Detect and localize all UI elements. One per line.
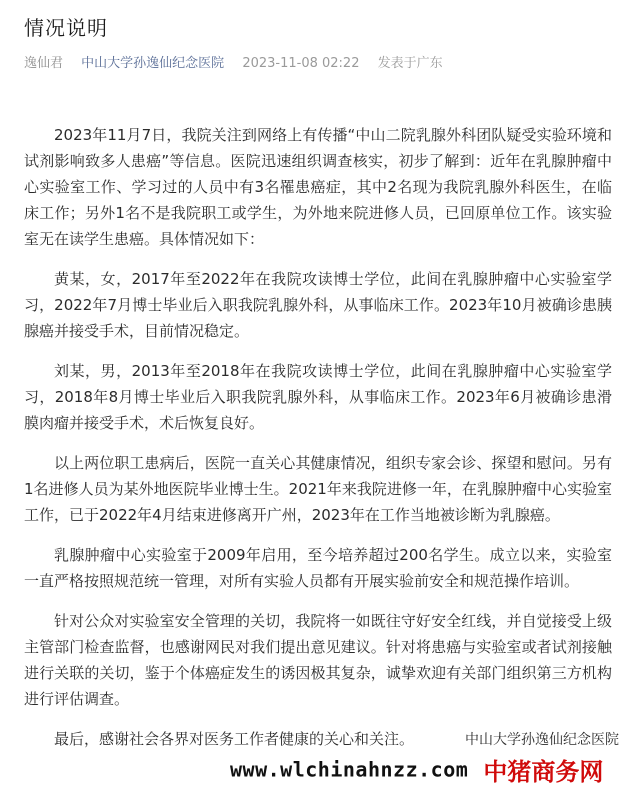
watermark-brand: 中猪商务网 [483, 758, 604, 786]
paragraph: 以上两位职工患病后，医院一直关心其健康情况，组织专家会诊、探望和慰问。另有1名进修人员为某外地医院毕业博士生。2021年来我院进修一年，在乳腺肿瘤中心实验室工作，已于2022年4月结束进修离开广州，2023年在工作当地被诊断为乳腺癌。 [24, 454, 612, 524]
paragraph: 刘某，男，2013年至2018年在我院攻读博士学位，此间在乳腺肿瘤中心实验室学习，2018年8月博士毕业后入职我院乳腺外科，从事临床工作。2023年6月被确诊患滑膜肉瘤并接受手术，术后恢复良好。 [24, 362, 612, 432]
publish-location: 发表于广东 [377, 56, 443, 71]
article-meta [24, 55, 443, 73]
publish-time: 2023-11-08 02:22 [242, 56, 360, 71]
watermark [230, 752, 630, 792]
author-name: 逸仙君 [24, 56, 64, 71]
paragraph: 乳腺肿瘤中心实验室于2009年启用，至今培养超过200名学生。成立以来，实验室一直严格按照规范统一管理，对所有实验人员都有开展实验前安全和规范操作培训。 [24, 546, 612, 590]
article-title: 情况说明 [24, 16, 108, 40]
signature: 中山大学孙逸仙纪念医院 [465, 732, 619, 748]
paragraph: 2023年11月7日，我院关注到网络上有传播“中山二院乳腺外科团队疑受实验环境和试剂影响致多人患癌”等信息。医院迅速组织调查核实，初步了解到：近年在乳腺肿瘤中心实验室工作、学习过的人员中有3名罹患癌症，其中2名现为我院乳腺外科医生，在临床工作；另外1名不是我院职工或学生，为外地来院进修人员，已回原单位工作。该实验室无在读学生患癌。具体情况如下： [24, 126, 612, 248]
paragraph: 针对公众对实验室安全管理的关切，我院将一如既往守好安全红线，并自觉接受上级主管部门检查监督，也感谢网民对我们提出意见建议。针对将患癌与实验室或者试剂接触进行关联的关切，鉴于个体癌症发生的诱因极其复杂，诚挚欢迎有关部门组织第三方机构进行评估调查。 [24, 612, 612, 708]
account-name-link[interactable]: 中山大学孙逸仙纪念医院 [81, 56, 225, 71]
paragraph: 黄某，女，2017年至2022年在我院攻读博士学位，此间在乳腺肿瘤中心实验室学习，2022年7月博士毕业后入职我院乳腺外科，从事临床工作。2023年10月被确诊患胰腺癌并接受手术，目前情况稳定。 [24, 270, 612, 340]
article-body [24, 122, 612, 766]
paragraph: 最后，感谢社会各界对医务工作者健康的关心和关注。 [54, 730, 415, 748]
watermark-url: www.wlchinahnzz.com [230, 757, 469, 782]
